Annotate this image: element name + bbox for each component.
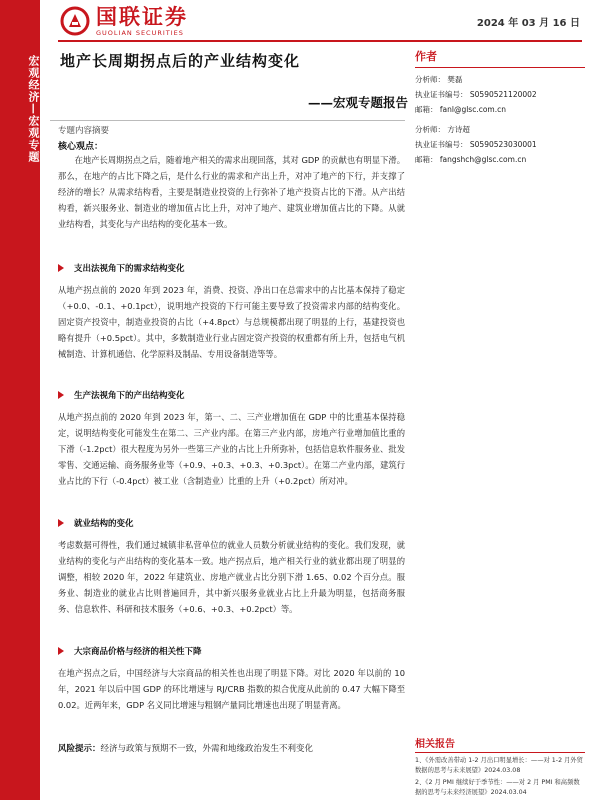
brand-name-cn: 国联证券 bbox=[96, 4, 188, 29]
author-analyst: 分析师： 方诗超 bbox=[415, 125, 470, 134]
section-heading bbox=[58, 517, 134, 529]
section-heading bbox=[58, 389, 185, 401]
brand-name-en: GUOLIAN SECURITIES bbox=[96, 28, 184, 37]
risk-warning bbox=[58, 742, 405, 754]
author-email[interactable]: 邮箱： fanl@glsc.com.cn bbox=[415, 105, 506, 114]
section-text: 从地产拐点前的 2020 年到 2023 年，消费、投资、净出口在总需求中的占比基本保持了稳定（+0.0、-0.1、+0.1pct），说明地产投资的下行可能主要导致了投资需求内部的结构变化。固定资产投资中，制造业投资的占比（+4.8pct）与总规模都出现了明显的上行，基建投资也略有提升（+0.5pct）。其中，多数制造业行业占固定资产投资的权重都有所上升，包括电气机械制造、计算机通信、化学原料及制品、专用设备制造等等。 bbox=[58, 285, 405, 359]
authors-panel bbox=[415, 48, 585, 167]
core-view-label: 核心观点： bbox=[58, 142, 104, 152]
section-arrow-icon bbox=[58, 264, 64, 272]
author-block bbox=[415, 122, 585, 167]
author-license: 执业证书编号： S0590521120002 bbox=[415, 90, 537, 99]
report-title: 地产长周期拐点后的产业结构变化 bbox=[60, 52, 301, 70]
related-reports-panel bbox=[415, 735, 585, 800]
author-email[interactable]: 邮箱： fangshch@glsc.com.cn bbox=[415, 155, 527, 164]
report-subtitle: ——宏观专题报告 bbox=[307, 95, 408, 110]
risk-text: 经济与政策与预期不一致，外需和地缘政治发生不利变化 bbox=[100, 744, 314, 754]
section-heading-text: 就业结构的变化 bbox=[74, 519, 134, 529]
section-heading-text: 支出法视角下的需求结构变化 bbox=[74, 264, 185, 274]
author-license: 执业证书编号： S0590523030001 bbox=[415, 140, 537, 149]
side-category-label: 宏观经济—宏观专题 bbox=[27, 55, 40, 163]
section-arrow-icon bbox=[58, 647, 64, 655]
section-arrow-icon bbox=[58, 519, 64, 527]
guolian-logo-icon bbox=[60, 6, 90, 36]
author-block bbox=[415, 72, 585, 117]
authors-heading: 作者 bbox=[415, 48, 585, 68]
section-arrow-icon bbox=[58, 391, 64, 399]
section-heading-text: 生产法视角下的产出结构变化 bbox=[74, 391, 185, 401]
section-heading bbox=[58, 262, 185, 274]
summary-label: 专题内容摘要 bbox=[58, 126, 110, 136]
section-text: 在地产拐点之后，中国经济与大宗商品的相关性也出现了明显下降。对比 2020 年以前的 10 年，2021 年以后中国 GDP 的环比增速与 RJ/CRB 指数的拟合优度从此前的 0.47 大幅下降至 0.02。近两年来，GDP 名义同比增速与粗钢产量同比增速也出现了明显背离。 bbox=[58, 668, 405, 710]
header-rule bbox=[58, 40, 582, 42]
related-report-link[interactable]: 2、《2 月 PMI 继续好于季节性：——对 2 月 PMI 和高频数据的思考与未来经济展望》2024.03.04 bbox=[415, 779, 580, 796]
core-view-text: 在地产长周期拐点之后，随着地产相关的需求出现回落，其对 GDP 的贡献也有明显下滑。那么，在地产的占比下降之后，是什么行业的需求和产出上升，对冲了地产的下行，并支撑了经济的增长？从需求结构看，主要是制造业投资的上行弥补了地产投资占比的下滑。从产出结构看，新兴服务业、制造业的增加值占比上升，对冲了地产、建筑业增加值占比的下降。从就业结构看，其变化与产出结构的变化基本一致。 bbox=[58, 155, 405, 229]
risk-label: 风险提示： bbox=[58, 744, 101, 754]
author-analyst: 分析师： 樊磊 bbox=[415, 75, 463, 84]
related-reports-heading: 相关报告 bbox=[415, 735, 585, 753]
section-text: 从地产拐点前的 2020 年到 2023 年，第一、二、三产业增加值在 GDP 中的比重基本保持稳定，说明结构变化可能发生在第二、三产业内部。在第三产业内部，房地产行业增加值比重的下滑（-1.2pct）很大程度为另外一些第三产业的占比上升所弥补，包括信息软件服务业、批发零售、交通运输、商务服务业等（+0.9、+0.3、+0.3、+0.3pct）。在第二产业内部，建筑行业占比的下行（-0.4pct）被工业（含制造业）比重的上升（+0.2pct）所对冲。 bbox=[58, 412, 405, 486]
related-report-link[interactable]: 1、《外需改善带动 1-2 月出口明显增长：——对 1-2 月外贸数据的思考与未来展望》2024.03.08 bbox=[415, 757, 583, 774]
section-heading bbox=[58, 645, 202, 657]
section-heading-text: 大宗商品价格与经济的相关性下降 bbox=[74, 647, 202, 657]
section-text: 考虑数据可得性，我们通过城镇非私营单位的就业人员数分析就业结构的变化。我们发现，就业结构的变化与产出结构的变化基本一致。地产拐点后，地产相关行业的就业都出现了明显的调整，相较 2020 年，2022 年建筑业、房地产就业占比分别下滑 1.65、0.02 个百分点。服务业、制造业的就业占比则普遍回升，其中新兴服务业就业占比上升最为明显，包括商务服务、信息软件、科研和技术服务（+0.6、+0.3、+0.2pct）等。 bbox=[58, 540, 405, 614]
summary-divider bbox=[50, 120, 405, 121]
report-date: 2024 年 03 月 16 日 bbox=[476, 18, 580, 29]
brand-logo bbox=[60, 4, 188, 38]
